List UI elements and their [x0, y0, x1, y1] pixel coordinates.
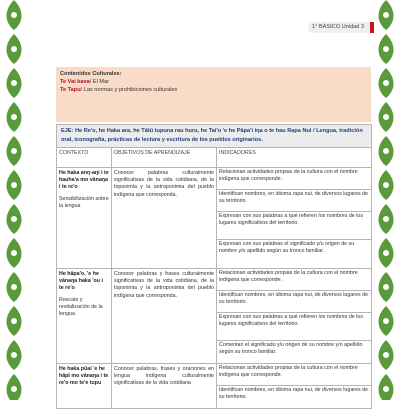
grade-unit-badge: 1° BÁSICO Unidad 3	[308, 22, 370, 33]
contents-line-2-label: Te Tapu	[60, 87, 81, 93]
eje-row	[57, 125, 372, 148]
indicators-cell	[217, 168, 372, 269]
table-header-row	[57, 148, 372, 168]
curriculum-table	[56, 124, 372, 409]
context-cell	[57, 269, 112, 364]
contents-line-2	[60, 86, 367, 94]
right-decorative-border	[374, 0, 398, 400]
indicator-item: Identifican nombres, en idioma rapa nui, de diversos lugares de su territorio.	[217, 190, 371, 212]
contents-line-2-value: / Las normas y prohibiciones culturales	[80, 87, 178, 93]
context-subtitle: Sensibilización sobre la lengua	[59, 195, 109, 209]
table-row	[57, 168, 372, 269]
header-objetivos: OBJETIVOS DE APRENDIZAJE	[112, 148, 217, 168]
table-row	[57, 269, 372, 364]
cultural-contents-box	[56, 67, 371, 122]
indicator-item: Expresan con sus palabras a qué refieren los nombres de los lugares significativos del territorio.	[217, 313, 371, 341]
context-title: He haka pūai 'e he hāpī mo vānaŋa i te re'o mo te'e tupu	[59, 366, 109, 387]
header-indicadores: INDICADORES	[217, 148, 372, 168]
header-contexto: CONTEXTO	[57, 148, 112, 168]
context-subtitle: Rescate y revitalización de la lengua	[59, 296, 103, 318]
indicator-item: Relacionan actividades propias de la cultura con el nombre indígena que corresponde.	[217, 364, 371, 386]
indicator-item: Relacionan actividades propias de la cultura con el nombre indígena que corresponde.	[217, 168, 371, 190]
contents-line-1-label: Te Vai kava	[60, 79, 90, 85]
left-decorative-border	[2, 0, 26, 400]
context-cell	[57, 364, 112, 409]
contents-heading: Contenidos Culturales:	[60, 71, 122, 77]
objective-cell: Conocer palabras, frases y oraciones en lengua indígena culturalmente significativas de la vida cotidiana	[112, 364, 217, 409]
indicator-item: Expresan con sus palabras el significado y/u origen de su nombre y/o apellido según su tronco familiar.	[219, 241, 355, 255]
indicator-item: Expresan con sus palabras a qué refieren los nombres de los lugares significativos del territorio.	[217, 212, 371, 240]
indicator-item: Identifican nombres, en idioma rapa nui, de diversos lugares de su territorio.	[217, 291, 371, 313]
contents-line-1-value: / El Mar	[89, 79, 110, 85]
indicator-item: Relacionan actividades propias de la cultura con el nombre indígena que corresponde.	[217, 269, 371, 291]
indicators-cell	[217, 364, 372, 409]
badge-accent-bar	[370, 22, 374, 33]
context-cell	[57, 168, 112, 269]
indicators-cell	[217, 269, 372, 364]
table-row	[57, 364, 372, 409]
contents-line-1	[60, 78, 367, 86]
objective-cell: Conocer palabras y frases culturalmente significativas de la vida cotidiana, de la toponimia y la antroponimia del pueblo indígena que corresponda.	[112, 269, 217, 364]
indicator-item: Comentan el significado y/u origen de su nombre y/o apellido según su tronco familiar.	[219, 342, 363, 356]
context-title: He hāpa'o, 'e he vānaŋa haka 'ou i te re'o	[59, 271, 103, 292]
eje-text: EJE: He Re'o, he Haka ara, he Tātū tupuna rau huru, he Tai'o 'e he Pāpa'i iŋa o te hau Rapa Nui / Lengua, tradición oral, iconografía, prácticas de lectura y escritura de los pueblos originarios.	[57, 125, 372, 148]
objective-cell: Conocer palabras culturalmente significativas de la vida cotidiana, de la toponimia y la antroponimia del pueblo indígena que corresponda.	[112, 168, 217, 269]
context-title: He haka anŋ-aŋi i te hauha'a mo vānaŋa i te re'o	[59, 170, 109, 191]
indicator-item: Identifican nombres, en idioma rapa nui, de diversos lugares de su territorio.	[219, 387, 368, 401]
